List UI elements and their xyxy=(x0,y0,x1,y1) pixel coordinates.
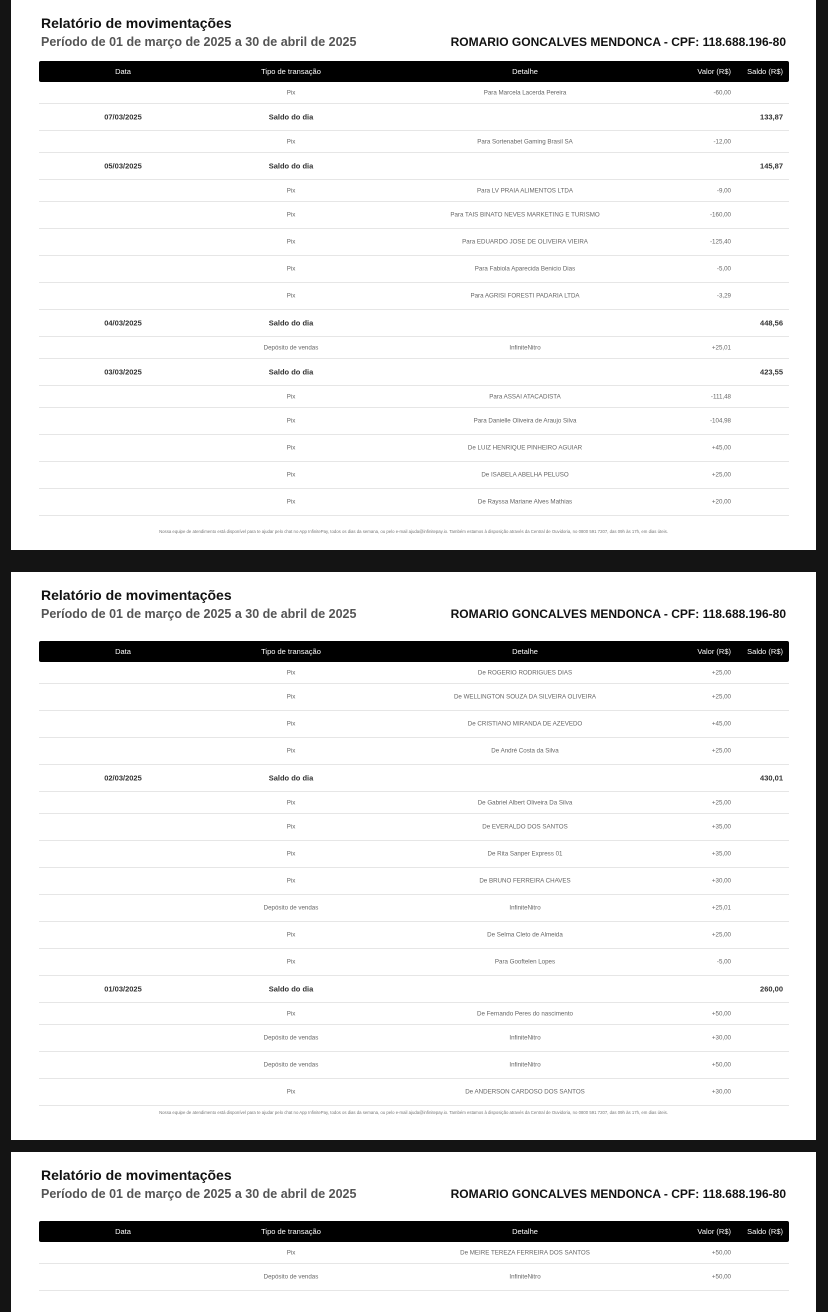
type-cell: Pix xyxy=(286,1010,296,1017)
table-header xyxy=(39,61,789,82)
col-value-header: Valor (R$) xyxy=(697,67,731,76)
statement-page-3 xyxy=(11,1152,816,1312)
transaction-row xyxy=(39,256,789,283)
type-cell: Pix xyxy=(286,393,296,400)
value-cell: -5,00 xyxy=(716,958,731,966)
type-cell: Pix xyxy=(286,1088,296,1096)
transaction-row xyxy=(39,337,789,359)
detail-cell: De Selma Cleto de Almeida xyxy=(487,931,563,939)
type-cell: Saldo do dia xyxy=(268,773,314,783)
type-cell: Saldo do dia xyxy=(268,161,314,171)
statement-page-2 xyxy=(11,572,816,1140)
balance-cell: 133,87 xyxy=(760,112,783,122)
transactions-table xyxy=(39,82,789,516)
detail-cell: InfiniteNitro xyxy=(509,904,541,912)
value-cell: +25,00 xyxy=(711,471,731,479)
transaction-row xyxy=(39,82,789,104)
value-cell: -125,40 xyxy=(710,238,731,246)
type-cell: Pix xyxy=(286,265,296,273)
detail-cell: Para Sortenabet Gaming Brasil SA xyxy=(477,138,573,145)
type-cell: Pix xyxy=(286,693,296,701)
value-cell: +25,00 xyxy=(711,669,731,676)
type-cell: Pix xyxy=(286,187,296,194)
detail-cell: De Fernando Peres do nascimento xyxy=(477,1010,573,1017)
detail-cell: De Rayssa Mariane Alves Mathias xyxy=(477,498,573,506)
report-title: Relatório de movimentações xyxy=(41,15,232,31)
value-cell: +35,00 xyxy=(711,823,731,831)
detail-cell: De WELLINGTON SOUZA DA SILVEIRA OLIVEIRA xyxy=(453,693,597,701)
value-cell: -160,00 xyxy=(710,211,731,219)
transaction-row xyxy=(39,711,789,738)
daily-balance-row xyxy=(39,153,789,180)
transaction-row xyxy=(39,814,789,841)
transaction-row xyxy=(39,792,789,814)
type-cell: Pix xyxy=(286,850,296,858)
transaction-row xyxy=(39,489,789,516)
date-cell: 07/03/2025 xyxy=(104,112,142,122)
type-cell: Saldo do dia xyxy=(268,112,314,122)
type-cell: Depósito de vendas xyxy=(263,1034,319,1042)
transaction-row xyxy=(39,462,789,489)
value-cell: +35,00 xyxy=(711,850,731,858)
detail-cell: De ANDERSON CARDOSO DOS SANTOS xyxy=(465,1088,585,1096)
footer-note: Nossa equipe de atendimento está disponível para te ajudar pelo chat no App InfinitePay, todos os dias da semana, ou pelo e-mail ajuda@infinitepay.io. Também estamos à disposição através da Central de Ouvidoria, no 0800 591 7207, das 09h às 17h, em dias úteis. xyxy=(159,529,668,534)
report-period: Período de 01 de março de 2025 a 30 de abril de 2025 xyxy=(41,1187,357,1201)
col-date-header: Data xyxy=(115,647,131,656)
col-balance-header: Saldo (R$) xyxy=(747,67,783,76)
value-cell: +50,00 xyxy=(711,1249,731,1256)
type-cell: Pix xyxy=(286,292,296,300)
detail-cell: De MEIRE TEREZA FERREIRA DOS SANTOS xyxy=(460,1249,590,1256)
report-header xyxy=(41,15,786,59)
transaction-row xyxy=(39,895,789,922)
type-cell: Pix xyxy=(286,444,296,452)
detail-cell: De Rita Sanper Express 01 xyxy=(487,850,563,858)
value-cell: -9,00 xyxy=(716,187,731,194)
type-cell: Depósito de vendas xyxy=(263,904,319,912)
transaction-row xyxy=(39,1079,789,1106)
value-cell: -5,00 xyxy=(716,265,731,273)
detail-cell: De ISABELA ABELHA PELUSO xyxy=(481,471,569,479)
detail-cell: InfiniteNitro xyxy=(509,1034,541,1042)
report-header xyxy=(41,587,786,631)
detail-cell: Para Marcela Lacerda Pereira xyxy=(483,89,567,96)
daily-balance-row xyxy=(39,765,789,792)
report-title: Relatório de movimentações xyxy=(41,1167,232,1183)
col-value-header: Valor (R$) xyxy=(697,647,731,656)
transaction-row xyxy=(39,868,789,895)
value-cell: +30,00 xyxy=(711,1088,731,1096)
transaction-row xyxy=(39,202,789,229)
transaction-row xyxy=(39,1003,789,1025)
detail-cell: De EVERALDO DOS SANTOS xyxy=(482,823,568,831)
type-cell: Saldo do dia xyxy=(268,367,314,377)
transactions-table xyxy=(39,1242,789,1291)
transaction-row xyxy=(39,435,789,462)
transaction-row xyxy=(39,386,789,408)
type-cell: Pix xyxy=(286,89,296,96)
daily-balance-row xyxy=(39,976,789,1003)
transaction-row xyxy=(39,1025,789,1052)
type-cell: Pix xyxy=(286,799,296,806)
date-cell: 01/03/2025 xyxy=(104,984,142,994)
transaction-row xyxy=(39,684,789,711)
statement-page-1 xyxy=(11,0,816,550)
type-cell: Pix xyxy=(286,138,296,145)
table-header xyxy=(39,641,789,662)
value-cell: +45,00 xyxy=(711,444,731,452)
report-period: Período de 01 de março de 2025 a 30 de abril de 2025 xyxy=(41,35,357,49)
value-cell: -60,00 xyxy=(713,89,731,96)
value-cell: -111,48 xyxy=(710,393,731,400)
detail-cell: De CRISTIANO MIRANDA DE AZEVEDO xyxy=(467,720,583,728)
value-cell: +50,00 xyxy=(711,1010,731,1017)
col-detail-header: Detalhe xyxy=(512,647,538,656)
transaction-row xyxy=(39,180,789,202)
transaction-row xyxy=(39,131,789,153)
value-cell: +25,00 xyxy=(711,747,731,755)
transaction-row xyxy=(39,662,789,684)
type-cell: Pix xyxy=(286,877,296,885)
value-cell: +20,00 xyxy=(711,498,731,506)
daily-balance-row xyxy=(39,104,789,131)
col-value-header: Valor (R$) xyxy=(697,1227,731,1236)
detail-cell: De BRUNO FERREIRA CHAVES xyxy=(479,877,571,885)
detail-cell: De LUIZ HENRIQUE PINHEIRO AGUIAR xyxy=(467,444,583,452)
transaction-row xyxy=(39,949,789,976)
type-cell: Depósito de vendas xyxy=(263,1061,319,1069)
balance-cell: 448,56 xyxy=(760,318,783,328)
date-cell: 04/03/2025 xyxy=(104,318,142,328)
balance-cell: 145,87 xyxy=(760,161,783,171)
detail-cell: De Gabriel Albert Oliveira Da Silva xyxy=(477,799,573,806)
value-cell: +50,00 xyxy=(711,1273,731,1281)
transaction-row xyxy=(39,408,789,435)
transaction-row xyxy=(39,1242,789,1264)
detail-cell: De André Costa da Silva xyxy=(491,747,559,755)
type-cell: Pix xyxy=(286,931,296,939)
transaction-row xyxy=(39,841,789,868)
transaction-row xyxy=(39,229,789,256)
detail-cell: De ROGERIO RODRIGUES DIAS xyxy=(477,669,573,676)
detail-cell: Para LV PRAIA ALIMENTOS LTDA xyxy=(477,187,573,194)
value-cell: +25,01 xyxy=(711,904,731,912)
detail-cell: Para Fabiola Aparecida Benicio Dias xyxy=(474,265,576,273)
col-balance-header: Saldo (R$) xyxy=(747,647,783,656)
date-cell: 05/03/2025 xyxy=(104,161,142,171)
type-cell: Pix xyxy=(286,417,296,425)
value-cell: +25,01 xyxy=(711,344,731,351)
value-cell: +30,00 xyxy=(711,1034,731,1042)
balance-cell: 423,55 xyxy=(760,367,783,377)
type-cell: Pix xyxy=(286,720,296,728)
transaction-row xyxy=(39,1264,789,1291)
report-header xyxy=(41,1167,786,1211)
col-type-header: Tipo de transação xyxy=(261,1227,321,1236)
col-balance-header: Saldo (R$) xyxy=(747,1227,783,1236)
type-cell: Pix xyxy=(286,238,296,246)
type-cell: Pix xyxy=(286,958,296,966)
detail-cell: Para AGRISI FORESTI PADARIA LTDA xyxy=(470,292,580,300)
type-cell: Pix xyxy=(286,747,296,755)
col-detail-header: Detalhe xyxy=(512,1227,538,1236)
transaction-row xyxy=(39,738,789,765)
balance-cell: 260,00 xyxy=(760,984,783,994)
report-title: Relatório de movimentações xyxy=(41,587,232,603)
daily-balance-row xyxy=(39,310,789,337)
report-period: Período de 01 de março de 2025 a 30 de abril de 2025 xyxy=(41,607,357,621)
col-type-header: Tipo de transação xyxy=(261,647,321,656)
detail-cell: InfiniteNitro xyxy=(509,344,541,351)
type-cell: Saldo do dia xyxy=(268,984,314,994)
detail-cell: Para Danielle Oliveira de Araujo Silva xyxy=(473,417,577,425)
balance-cell: 430,01 xyxy=(760,773,783,783)
transaction-row xyxy=(39,283,789,310)
type-cell: Pix xyxy=(286,471,296,479)
value-cell: +45,00 xyxy=(711,720,731,728)
detail-cell: Para Gooftelen Lopes xyxy=(494,958,556,966)
type-cell: Saldo do dia xyxy=(268,318,314,328)
transaction-row xyxy=(39,1052,789,1079)
detail-cell: Para ASSAI ATACADISTA xyxy=(489,393,561,400)
account-owner: ROMARIO GONCALVES MENDONCA - CPF: 118.688.196-80 xyxy=(450,1187,786,1201)
detail-cell: Para TAIS BINATO NEVES MARKETING E TURISMO xyxy=(450,211,600,219)
value-cell: -104,98 xyxy=(710,417,731,425)
col-date-header: Data xyxy=(115,67,131,76)
type-cell: Pix xyxy=(286,211,296,219)
detail-cell: InfiniteNitro xyxy=(509,1273,541,1281)
value-cell: -12,00 xyxy=(713,138,731,145)
date-cell: 02/03/2025 xyxy=(104,773,142,783)
account-owner: ROMARIO GONCALVES MENDONCA - CPF: 118.688.196-80 xyxy=(450,607,786,621)
type-cell: Pix xyxy=(286,669,296,676)
detail-cell: Para EDUARDO JOSE DE OLIVEIRA VIEIRA xyxy=(462,238,588,246)
date-cell: 03/03/2025 xyxy=(104,367,142,377)
type-cell: Pix xyxy=(286,823,296,831)
transactions-table xyxy=(39,662,789,1106)
footer-note: Nossa equipe de atendimento está disponível para te ajudar pelo chat no App InfinitePay, todos os dias da semana, ou pelo e-mail ajuda@infinitepay.io. Também estamos à disposição através da Central de Ouvidoria, no 0800 591 7207, das 09h às 17h, em dias úteis. xyxy=(159,1110,668,1115)
type-cell: Depósito de vendas xyxy=(263,1273,319,1281)
col-date-header: Data xyxy=(115,1227,131,1236)
value-cell: +50,00 xyxy=(711,1061,731,1069)
transaction-row xyxy=(39,922,789,949)
value-cell: +25,00 xyxy=(711,931,731,939)
type-cell: Depósito de vendas xyxy=(263,344,319,351)
col-type-header: Tipo de transação xyxy=(261,67,321,76)
col-detail-header: Detalhe xyxy=(512,67,538,76)
daily-balance-row xyxy=(39,359,789,386)
value-cell: +25,00 xyxy=(711,799,731,806)
type-cell: Pix xyxy=(286,498,296,506)
value-cell: +30,00 xyxy=(711,877,731,885)
value-cell: -3,29 xyxy=(716,292,731,300)
account-owner: ROMARIO GONCALVES MENDONCA - CPF: 118.688.196-80 xyxy=(450,35,786,49)
value-cell: +25,00 xyxy=(711,693,731,701)
detail-cell: InfiniteNitro xyxy=(509,1061,541,1069)
type-cell: Pix xyxy=(286,1249,296,1256)
table-header xyxy=(39,1221,789,1242)
